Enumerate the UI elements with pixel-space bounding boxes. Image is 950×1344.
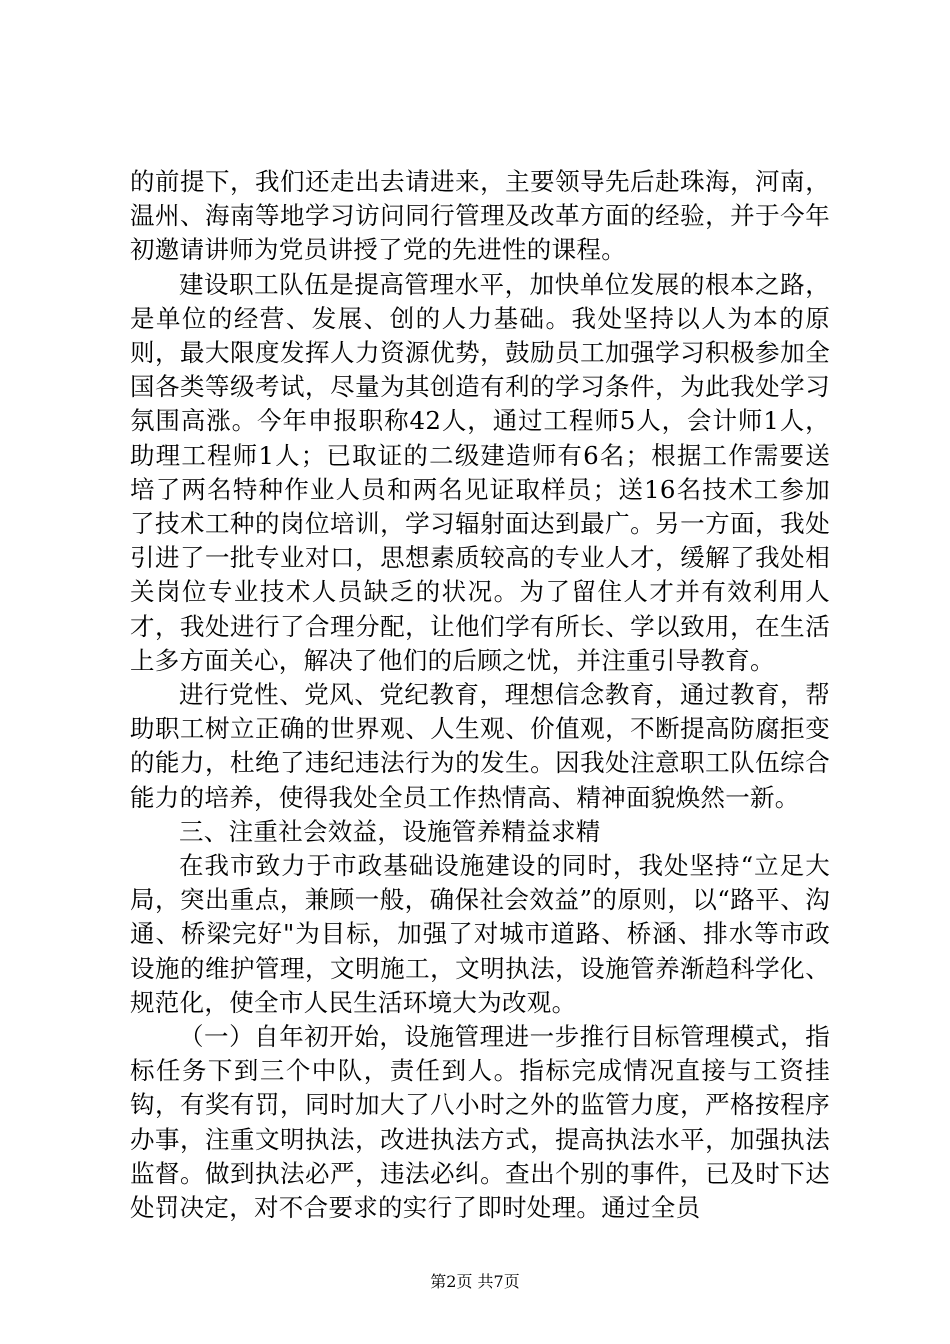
document-body [130, 165, 830, 1225]
paragraph-1: 的前提下，我们还走出去请进来，主要领导先后赴珠海，河南，温州、海南等地学习访问同行管理及改革方面的经验，并于今年初邀请讲师为党员讲授了党的先进性的课程。 [130, 167, 830, 265]
section-heading: 三、注重社会效益，设施管养精益求精 [179, 816, 601, 846]
paragraph-5: 在我市致力于市政基础设施建设的同时，我处坚持“立足大局，突出重点，兼顾一般，确保社会效益”的原则，以“路平、沟通、桥梁完好"为目标，加强了对城市道路、桥涵、排水等市政设施的维护管理，文明施工，文明执法，设施管养渐趋科学化、规范化，使全市人民生活环境大为改观。 [130, 851, 830, 1017]
paragraph-6: （一）自年初开始，设施管理进一步推行目标管理模式，指标任务下到三个中队，责任到人。指标完成情况直接与工资挂钩，有奖有罚，同时加大了八小时之外的监管力度，严格按程序办事，注重文明执法，改进执法方式，提高执法水平，加强执法监督。做到执法必严，违法必纠。查出个别的事件，已及时下达处罚决定，对不合要求的实行了即时处理。通过全员 [130, 1022, 830, 1223]
paragraph-2: 建设职工队伍是提高管理水平，加快单位发展的根本之路，是单位的经营、发展、创的人力基础。我处坚持以人为本的原则，最大限度发挥人力资源优势，鼓励员工加强学习积极参加全国各类等级考试，尽量为其创造有利的学习条件，为此我处学习氛围高涨。今年申报职称42人，通过工程师5人，会计师1人，助理工程师1人；已取证的二级建造师有6名；根据工作需要送培了两名特种作业人员和两名见证取样员；送16名技术工参加了技术工种的岗位培训，学习辐射面达到最广。另一方面，我处引进了一批专业对口，思想素质较高的专业人才，缓解了我处相关岗位专业技术人员缺乏的状况。为了留住人才并有效利用人才，我处进行了合理分配，让他们学有所长、学以致用，在生活上多方面关心，解决了他们的后顾之忧，并注重引导教育。 [130, 269, 830, 675]
page-footer: 第2页 共7页 [430, 1272, 520, 1291]
paragraph-3: 进行党性、党风、党纪教育，理想信念教育，通过教育，帮助职工树立正确的世界观、人生观、价值观，不断提高防腐拒变的能力，杜绝了违纪违法行为的发生。因我处注意职工队伍综合能力的培养，使得我处全员工作热情高、精神面貌焕然一新。 [130, 680, 830, 812]
